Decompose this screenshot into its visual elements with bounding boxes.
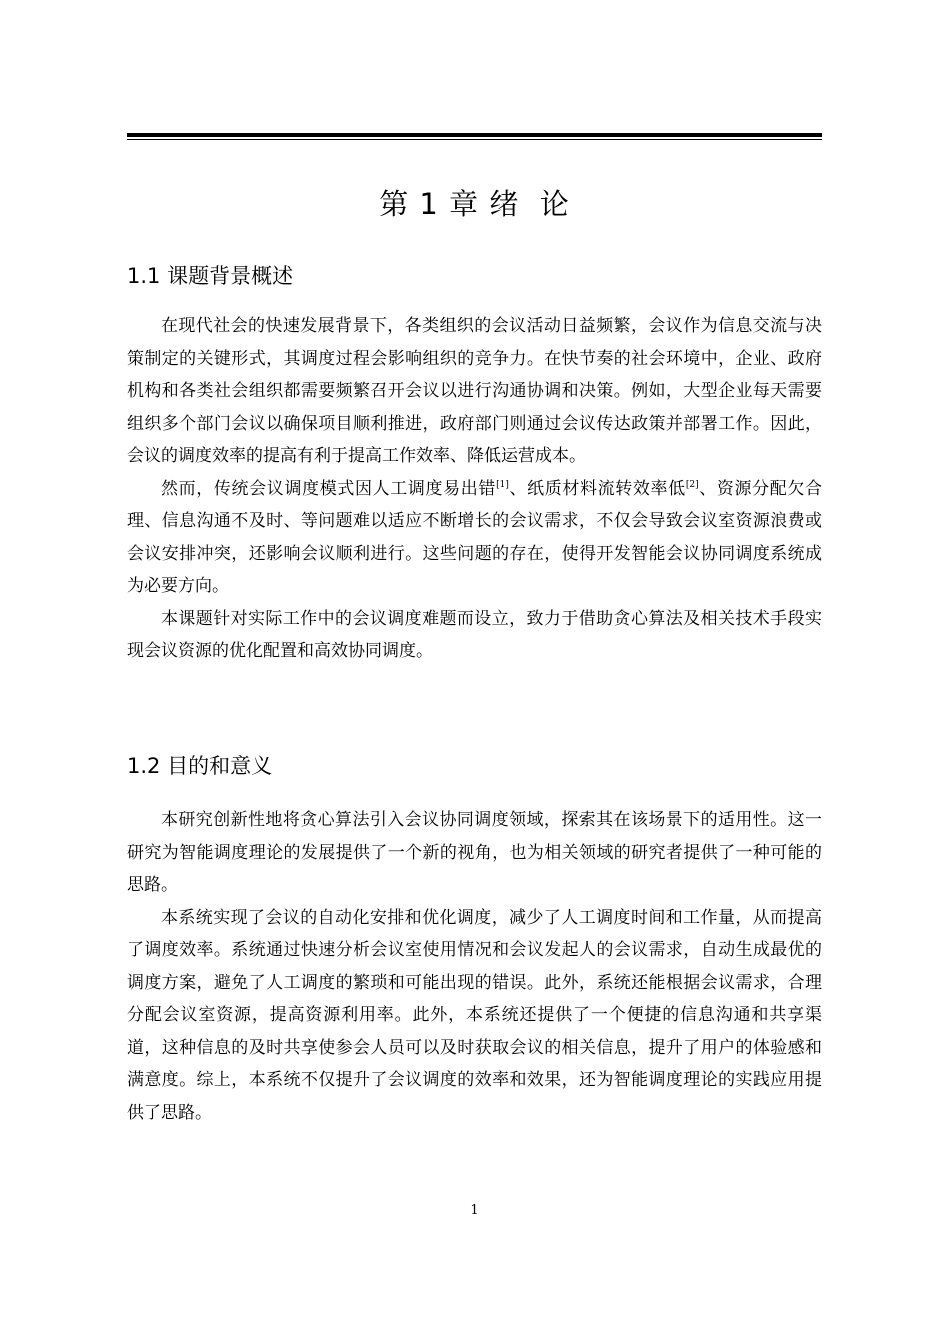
paragraph-text: 然而，传统会议调度模式因人工调度易出错 (161, 478, 497, 499)
section-heading-1-2: 1.2 目的和意义 (127, 754, 273, 778)
page-number: 1 (470, 1203, 479, 1218)
paragraph: 在现代社会的快速发展背景下，各类组织的会议活动日益频繁，会议作为信息交流与决策制定的关键形式，其调度过程会影响组织的竞争力。在快节奏的社会环境中，企业、政府机构和各类社会组织都需要频繁召开会议以进行沟通协调和决策。例如，大型企业每天需要组织多个部门会议以确保项目顺利推进，政府部门则通过会议传达政策并部署工作。因此，会议的调度效率的提高有利于提高工作效率、降低运营成本。 (127, 316, 822, 466)
citation-ref-1[interactable]: [1] (496, 479, 509, 490)
chapter-title: 第 1 章 绪 论 (379, 187, 570, 221)
header-rule-thick (127, 133, 822, 137)
paragraph-with-citations (127, 473, 822, 603)
section-heading-1-1: 1.1 课题背景概述 (127, 264, 294, 288)
header-rule-thin (127, 139, 822, 140)
paragraph-text: 、纸质材料流转效率低 (508, 478, 686, 499)
paragraph-text: 、资源分配欠合理、信息沟通不及时、等问题难以适应不断增长的会议需求，不仅会导致会议室资源浪费或会议安排冲突，还影响会议顺利进行。这些问题的存在，使得开发智能会议协同调度系统成为必要方向。 (127, 478, 823, 596)
paragraph: 本研究创新性地将贪心算法引入会议协同调度领域，探索其在该场景下的适用性。这一研究为智能调度理论的发展提供了一个新的视角，也为相关领域的研究者提供了一种可能的思路。 (127, 810, 822, 895)
section-body-1-1 (127, 310, 822, 668)
paragraph: 本系统实现了会议的自动化安排和优化调度，减少了人工调度时间和工作量，从而提高了调度效率。系统通过快速分析会议室使用情况和会议发起人的会议需求，自动生成最优的调度方案，避免了人工调度的繁琐和可能出现的错误。此外，系统还能根据会议需求，合理分配会议室资源，提高资源利用率。此外，本系统还提供了一个便捷的信息沟通和共享渠道，这种信息的及时共享使参会人员可以及时获取会议的相关信息，提升了用户的体验感和满意度。综上，本系统不仅提升了会议调度的效率和效果，还为智能调度理论的实践应用提供了思路。 (127, 907, 822, 1123)
citation-ref-2[interactable]: [2] (685, 479, 699, 490)
paragraph: 本课题针对实际工作中的会议调度难题而设立，致力于借助贪心算法及相关技术手段实现会议资源的优化配置和高效协同调度。 (127, 608, 822, 661)
section-body-1-2 (127, 804, 822, 1129)
